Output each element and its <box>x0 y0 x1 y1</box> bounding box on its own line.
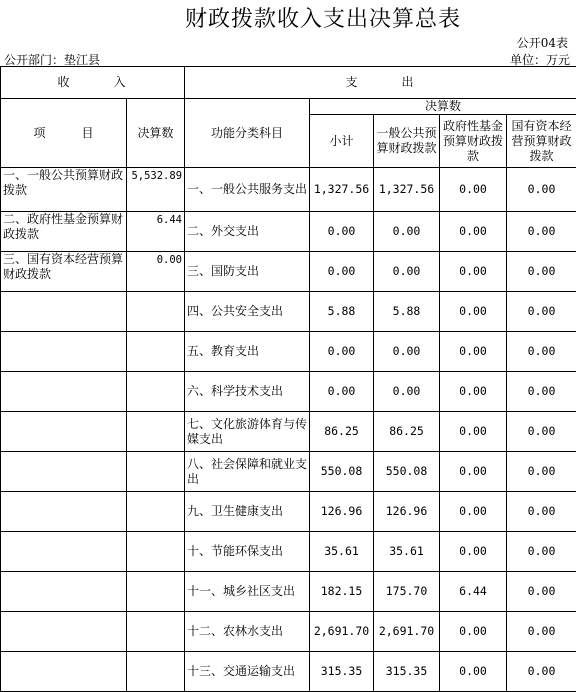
expense-state-capital: 0.00 <box>507 212 576 252</box>
expense-state-capital: 0.00 <box>507 612 576 652</box>
expense-subtotal: 86.25 <box>310 412 374 452</box>
expense-general-budget: 0.00 <box>374 212 440 252</box>
table-row <box>1 252 576 292</box>
income-empty-cell <box>1 412 127 452</box>
table-row <box>1 412 576 452</box>
expense-subject: 八、社会保障和就业支出 <box>185 452 310 492</box>
income-item-label: 一、一般公共预算财政拨款 <box>1 168 127 212</box>
income-empty-cell <box>127 492 185 532</box>
expense-subject: 七、文化旅游体育与传媒支出 <box>185 412 310 452</box>
income-item-value: 5,532.89 <box>127 168 185 212</box>
expense-gov-fund: 0.00 <box>440 412 507 452</box>
expense-header: 支 出 <box>185 67 576 99</box>
page-title: 财政拨款收入支出决算总表 <box>0 2 576 33</box>
expense-general-budget: 5.88 <box>374 292 440 332</box>
expense-subtotal: 0.00 <box>310 332 374 372</box>
subtotal-header: 小计 <box>310 115 374 168</box>
expense-subtotal: 2,691.70 <box>310 612 374 652</box>
table-row <box>1 372 576 412</box>
department-label: 公开部门：垫江县 <box>4 51 100 68</box>
expense-subtotal: 1,327.56 <box>310 168 374 212</box>
income-empty-cell <box>1 572 127 612</box>
expense-gov-fund: 0.00 <box>440 612 507 652</box>
table-row <box>1 572 576 612</box>
expense-state-capital: 0.00 <box>507 532 576 572</box>
table-row <box>1 652 576 692</box>
table-row <box>1 212 576 252</box>
expense-general-budget: 35.61 <box>374 532 440 572</box>
expense-subtotal: 182.15 <box>310 572 374 612</box>
expense-gov-fund: 0.00 <box>440 292 507 332</box>
income-header: 收 入 <box>1 67 185 99</box>
expense-subtotal: 35.61 <box>310 532 374 572</box>
expense-gov-fund: 6.44 <box>440 572 507 612</box>
expense-general-budget: 2,691.70 <box>374 612 440 652</box>
expense-gov-fund: 0.00 <box>440 372 507 412</box>
income-empty-cell <box>1 492 127 532</box>
expense-subject: 十、节能环保支出 <box>185 532 310 572</box>
expense-subject: 五、教育支出 <box>185 332 310 372</box>
budget-amount-header: 决算数 <box>127 99 185 168</box>
general-budget-header: 一般公共预算财政拨款 <box>374 115 440 168</box>
expense-state-capital: 0.00 <box>507 452 576 492</box>
income-item-value: 0.00 <box>127 252 185 292</box>
expense-state-capital: 0.00 <box>507 332 576 372</box>
expense-subtotal: 0.00 <box>310 212 374 252</box>
expense-gov-fund: 0.00 <box>440 492 507 532</box>
expense-general-budget: 86.25 <box>374 412 440 452</box>
expense-subtotal: 315.35 <box>310 652 374 692</box>
expense-general-budget: 0.00 <box>374 372 440 412</box>
income-empty-cell <box>1 532 127 572</box>
table-row <box>1 332 576 372</box>
expense-gov-fund: 0.00 <box>440 168 507 212</box>
income-item-value: 6.44 <box>127 212 185 252</box>
expense-subject: 十二、农林水支出 <box>185 612 310 652</box>
expense-state-capital: 0.00 <box>507 372 576 412</box>
table-row <box>1 492 576 532</box>
expense-subject: 三、国防支出 <box>185 252 310 292</box>
income-item-label: 三、国有资本经营预算财政拨款 <box>1 252 127 292</box>
income-item-label: 二、政府性基金预算财政拨款 <box>1 212 127 252</box>
expense-subject: 二、外交支出 <box>185 212 310 252</box>
table-row <box>1 168 576 212</box>
final-amount-header: 决算数 <box>310 99 576 115</box>
income-empty-cell <box>127 452 185 492</box>
budget-table <box>0 66 576 692</box>
expense-subject: 四、公共安全支出 <box>185 292 310 332</box>
expense-general-budget: 0.00 <box>374 252 440 292</box>
expense-general-budget: 315.35 <box>374 652 440 692</box>
income-empty-cell <box>127 652 185 692</box>
income-empty-cell <box>127 572 185 612</box>
income-empty-cell <box>1 612 127 652</box>
expense-subject: 十一、城乡社区支出 <box>185 572 310 612</box>
expense-general-budget: 126.96 <box>374 492 440 532</box>
expense-subtotal: 0.00 <box>310 372 374 412</box>
expense-state-capital: 0.00 <box>507 412 576 452</box>
expense-subtotal: 550.08 <box>310 452 374 492</box>
expense-gov-fund: 0.00 <box>440 652 507 692</box>
expense-general-budget: 1,327.56 <box>374 168 440 212</box>
expense-subject: 一、一般公共服务支出 <box>185 168 310 212</box>
expense-subtotal: 5.88 <box>310 292 374 332</box>
table-row <box>1 532 576 572</box>
expense-subject: 六、科学技术支出 <box>185 372 310 412</box>
unit-label: 单位：万元 <box>510 51 570 68</box>
expense-subtotal: 0.00 <box>310 252 374 292</box>
expense-state-capital: 0.00 <box>507 652 576 692</box>
income-empty-cell <box>127 412 185 452</box>
table-row <box>1 292 576 332</box>
expense-general-budget: 175.70 <box>374 572 440 612</box>
expense-gov-fund: 0.00 <box>440 252 507 292</box>
function-subject-header: 功能分类科目 <box>185 99 310 168</box>
gov-fund-header: 政府性基金预算财政拨款 <box>440 115 507 168</box>
expense-state-capital: 0.00 <box>507 292 576 332</box>
income-empty-cell <box>127 532 185 572</box>
income-empty-cell <box>1 372 127 412</box>
expense-subject: 九、卫生健康支出 <box>185 492 310 532</box>
table-row <box>1 612 576 652</box>
expense-state-capital: 0.00 <box>507 168 576 212</box>
income-empty-cell <box>127 372 185 412</box>
form-code: 公开04表 <box>517 34 568 51</box>
income-empty-cell <box>1 652 127 692</box>
income-empty-cell <box>1 452 127 492</box>
income-empty-cell <box>1 332 127 372</box>
income-empty-cell <box>127 612 185 652</box>
expense-subject: 十三、交通运输支出 <box>185 652 310 692</box>
item-header: 项 目 <box>1 99 127 168</box>
income-empty-cell <box>127 292 185 332</box>
income-empty-cell <box>1 292 127 332</box>
expense-state-capital: 0.00 <box>507 252 576 292</box>
expense-gov-fund: 0.00 <box>440 212 507 252</box>
expense-general-budget: 0.00 <box>374 332 440 372</box>
table-row <box>1 452 576 492</box>
expense-gov-fund: 0.00 <box>440 452 507 492</box>
expense-gov-fund: 0.00 <box>440 532 507 572</box>
income-empty-cell <box>127 332 185 372</box>
state-capital-header: 国有资本经营预算财政拨款 <box>507 115 576 168</box>
expense-state-capital: 0.00 <box>507 572 576 612</box>
expense-state-capital: 0.00 <box>507 492 576 532</box>
expense-gov-fund: 0.00 <box>440 332 507 372</box>
expense-general-budget: 550.08 <box>374 452 440 492</box>
expense-subtotal: 126.96 <box>310 492 374 532</box>
